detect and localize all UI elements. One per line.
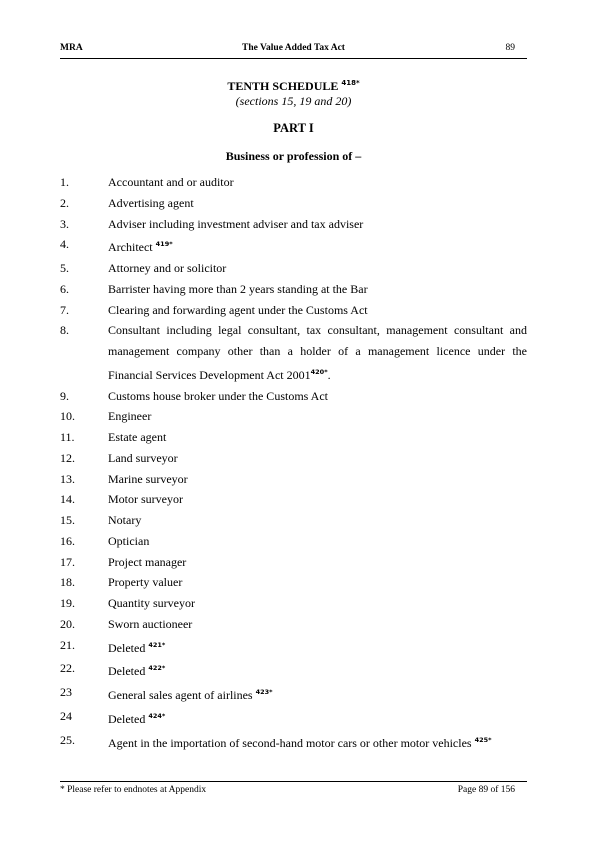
item-text [108, 489, 527, 510]
profession-list [60, 172, 527, 753]
item-label: Deleted [108, 664, 149, 679]
item-number: 25. [60, 732, 75, 747]
endnote-ref[interactable]: 425* [474, 735, 492, 744]
header-title: The Value Added Tax Act [242, 43, 345, 53]
item-text [108, 320, 527, 385]
list-item [60, 386, 527, 407]
item-number: 6. [60, 281, 69, 296]
item-text [108, 427, 527, 448]
item-number: 17. [60, 554, 75, 569]
endnote-ref[interactable]: 421* [148, 640, 166, 649]
item-text [108, 258, 527, 279]
endnote-ref[interactable]: 424* [148, 711, 166, 720]
item-label: Estate agent [108, 430, 167, 444]
item-text [108, 593, 527, 614]
item-label: Architect [108, 240, 156, 255]
list-item [60, 552, 527, 573]
item-label: Customs house broker under the Customs Act [108, 388, 328, 403]
item-text [108, 172, 527, 193]
item-number: 18. [60, 575, 75, 590]
item-number: 10. [60, 409, 75, 424]
footer-note: * Please refer to endnotes at Appendix [60, 785, 207, 795]
item-label: Adviser including investment adviser and tax adviser [108, 216, 364, 231]
item-label: Marine surveyor [108, 471, 188, 486]
list-item [60, 635, 527, 659]
item-text [108, 279, 527, 300]
item-label: Motor surveyor [108, 492, 183, 507]
header-page-number: 89 [505, 43, 515, 53]
list-item [60, 658, 527, 682]
list-item [60, 406, 527, 427]
item-text [108, 448, 527, 469]
page-header [60, 43, 527, 57]
list-item [60, 234, 527, 258]
list-item [60, 172, 527, 193]
item-number: 11. [60, 430, 75, 444]
item-label: Land surveyor [108, 450, 178, 465]
item-label: Advertising agent [108, 195, 194, 210]
list-item [60, 510, 527, 531]
item-suffix: . [327, 367, 331, 382]
item-number: 22. [60, 661, 75, 676]
page-footer [60, 785, 527, 799]
item-label: Property valuer [108, 575, 183, 590]
item-number: 13. [60, 471, 75, 486]
item-text [108, 406, 527, 427]
item-label: Deleted [108, 711, 149, 726]
item-text [108, 706, 527, 730]
item-text [108, 552, 527, 573]
item-number: 15. [60, 513, 75, 527]
item-text [108, 214, 527, 235]
item-label: Accountant and or auditor [108, 175, 234, 189]
schedule-title-note[interactable]: 418* [341, 79, 360, 87]
item-text [108, 682, 527, 706]
list-item [60, 593, 527, 614]
item-text [108, 300, 527, 321]
item-number: 16. [60, 533, 75, 548]
item-number: 4. [60, 237, 69, 252]
list-item [60, 489, 527, 510]
item-number: 20. [60, 616, 75, 631]
schedule-title-text: TENTH SCHEDULE [227, 79, 339, 93]
item-text [108, 510, 527, 531]
item-number: 14. [60, 492, 75, 507]
list-item [60, 614, 527, 635]
item-text [108, 193, 527, 214]
list-item [60, 448, 527, 469]
item-label: Engineer [108, 409, 152, 424]
item-number: 3. [60, 216, 69, 231]
item-label: Optician [108, 533, 150, 548]
list-item [60, 706, 527, 730]
list-item [60, 279, 527, 300]
item-number: 9. [60, 388, 69, 403]
item-label: Agent in the importation of second-hand motor cars or other motor vehicles [108, 735, 475, 750]
part-heading: PART I [273, 121, 314, 135]
endnote-ref[interactable]: 423* [255, 688, 273, 696]
item-number: 19. [60, 596, 75, 610]
footer-page-count: Page 89 of 156 [457, 785, 515, 795]
item-number: 12. [60, 450, 75, 465]
list-item [60, 214, 527, 235]
item-label: Consultant including legal consultant, tax consultant, management consultant and management company other than a holder of a management licence under the Financial Services Development Act 2001 [108, 323, 527, 382]
item-number: 2. [60, 195, 69, 210]
item-label: Quantity surveyor [108, 596, 195, 610]
list-item [60, 193, 527, 214]
list-item [60, 531, 527, 552]
item-text [108, 531, 527, 552]
footer-rule [60, 781, 527, 782]
item-text [108, 386, 527, 407]
item-label: Project manager [108, 554, 187, 569]
item-number: 5. [60, 261, 69, 275]
list-item [60, 572, 527, 593]
list-item [60, 300, 527, 321]
item-text [108, 572, 527, 593]
item-number: 23 [60, 685, 72, 699]
item-label: Sworn auctioneer [108, 616, 193, 631]
list-item [60, 682, 527, 706]
item-text [108, 614, 527, 635]
item-text [108, 730, 527, 754]
item-number: 7. [60, 302, 69, 317]
list-item [60, 469, 527, 490]
item-text [108, 234, 527, 258]
item-text [108, 469, 527, 490]
item-number: 1. [60, 175, 69, 189]
item-number: 24 [60, 708, 72, 723]
list-item [60, 730, 527, 754]
endnote-ref[interactable]: 422* [148, 664, 166, 673]
section-heading: Business or profession of – [225, 149, 362, 163]
item-label: Attorney and or solicitor [108, 261, 227, 275]
list-item [60, 427, 527, 448]
endnote-ref[interactable]: 419* [155, 240, 173, 249]
endnote-ref[interactable]: 420* [310, 367, 328, 376]
item-label: Clearing and forwarding agent under the Customs Act [108, 302, 368, 317]
item-text [108, 635, 527, 659]
item-label: Barrister having more than 2 years standing at the Bar [108, 281, 368, 296]
item-label: Deleted [108, 640, 149, 655]
item-label: Notary [108, 513, 142, 527]
item-label: General sales agent of airlines [108, 688, 256, 702]
schedule-subtitle: (sections 15, 19 and 20) [235, 94, 352, 108]
item-text [108, 658, 527, 682]
schedule-title [60, 79, 527, 94]
item-number: 21. [60, 637, 75, 652]
list-item [60, 258, 527, 279]
item-number: 8. [60, 323, 69, 338]
list-item [60, 320, 527, 385]
header-org: MRA [60, 43, 83, 53]
header-rule [60, 58, 527, 59]
